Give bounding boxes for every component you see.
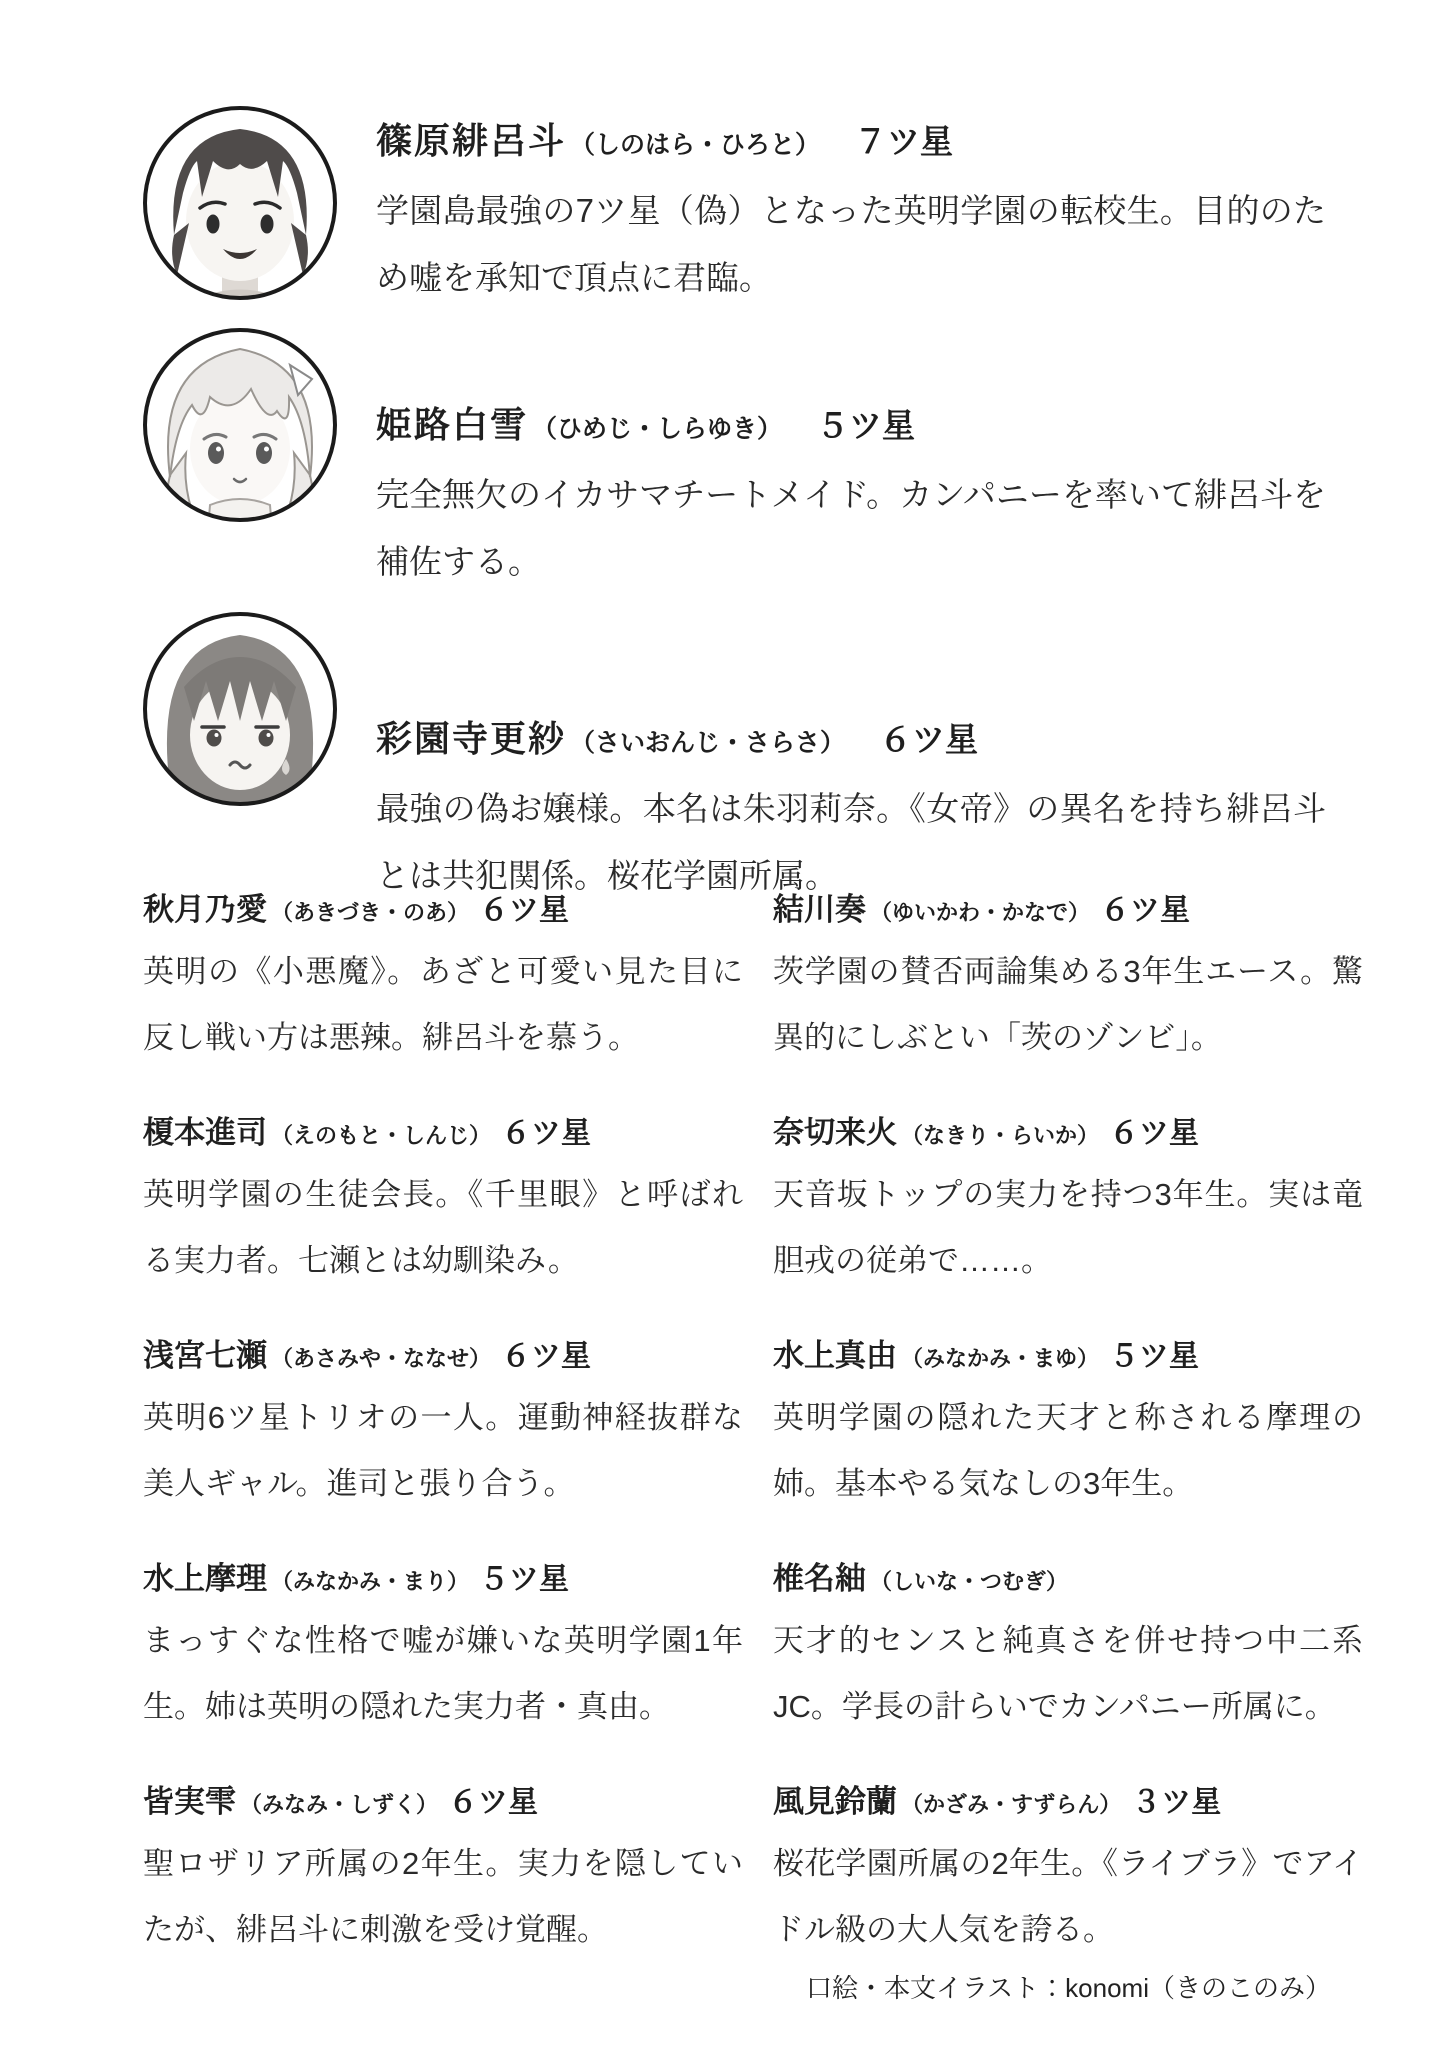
roster-entry-nakiri-raika (773, 1111, 1363, 1294)
character-name-reading: （ひめじ・しらゆき） (532, 415, 783, 443)
character-description: 英明学園の生徒会長。《千里眼》と呼ばれる実力者。七瀬とは幼馴染み。 (143, 1177, 743, 1278)
roster-entry-akizuki-noa (143, 888, 743, 1071)
featured-entry-text (376, 325, 1326, 595)
character-star-rank: ３ツ星 (1131, 1786, 1222, 1819)
roster-entry-minami-shizuku (143, 1780, 743, 1963)
character-name-line (773, 1780, 1363, 1827)
roster-entry-minakami-mayu (773, 1334, 1363, 1517)
character-star-rank: ６ツ星 (448, 1786, 539, 1819)
character-description: まっすぐな性格で嘘が嫌いな英明学園1年生。姉は英明の隠れた実力者・真由。 (143, 1623, 743, 1724)
character-name-reading: （ゆいかわ・かなで） (870, 900, 1091, 925)
character-description: 聖ロザリア所属の2年生。実力を隠していたが、緋呂斗に刺激を受け覚醒。 (143, 1846, 743, 1947)
character-star-rank: ６ツ星 (479, 894, 570, 927)
roster-entry-asamiya-nanase (143, 1334, 743, 1517)
featured-entry-text (376, 103, 1326, 311)
character-star-rank: ６ツ星 (501, 1117, 592, 1150)
featured-entry-himeji-shirayuki (140, 325, 1330, 595)
roster-left-column (143, 888, 743, 2003)
manga-face-dark-haired-boy-icon (140, 103, 340, 303)
character-star-rank: ６ツ星 (879, 721, 979, 758)
character-description: 英明学園の隠れた天才と称される摩理の姉。基本やる気なしの3年生。 (773, 1400, 1363, 1501)
character-description: 英明6ツ星トリオの一人。運動神経抜群な美人ギャル。進司と張り合う。 (143, 1400, 743, 1501)
featured-entry-shinohara-hiroto (140, 103, 1330, 311)
character-name: 篠原緋呂斗 (376, 120, 567, 161)
character-star-rank: ７ツ星 (854, 123, 954, 160)
character-star-rank: ５ツ星 (1109, 1340, 1200, 1373)
featured-entry-saionji-sarasa (140, 609, 1330, 909)
character-name-line (143, 1111, 743, 1158)
portrait-himeji-shirayuki (140, 325, 340, 525)
character-name: 水上摩理 (143, 1561, 267, 1596)
character-star-rank: ６ツ星 (501, 1340, 592, 1373)
character-name-line (773, 1557, 1363, 1604)
character-star-rank: ６ツ星 (1109, 1117, 1200, 1150)
character-name-reading: （あさみや・ななせ） (271, 1346, 492, 1371)
character-name: 彩園寺更紗 (376, 718, 567, 759)
character-name-reading: （みなかみ・まゆ） (901, 1346, 1100, 1371)
character-name: 秋月乃愛 (143, 892, 267, 927)
character-name-line (376, 119, 1326, 167)
character-name-reading: （なきり・らいか） (901, 1123, 1100, 1148)
character-description: 茨学園の賛否両論集める3年生エース。驚異的にしぶとい「茨のゾンビ」。 (773, 954, 1363, 1055)
featured-characters-section (140, 103, 1330, 923)
roster-entry-yuikawa-kanade (773, 888, 1363, 1071)
character-name-line (773, 888, 1363, 935)
manga-face-blunt-bangs-girl-icon (140, 609, 340, 809)
character-description: 完全無欠のイカサマチートメイド。カンパニーを率いて緋呂斗を補佐する。 (376, 476, 1326, 580)
illustrator-credit: 口絵・本文イラスト：konomi（きのこのみ） (805, 1973, 1331, 2003)
manga-face-light-haired-girl-icon (140, 325, 340, 525)
character-star-rank: ５ツ星 (816, 407, 916, 444)
featured-entry-text (376, 609, 1326, 909)
character-name-reading: （さいおんじ・さらさ） (570, 729, 846, 757)
character-description: 英明の《小悪魔》。あざと可愛い見た目に反し戦い方は悪辣。緋呂斗を慕う。 (143, 954, 743, 1055)
character-name-line (143, 888, 743, 935)
character-name: 風見鈴蘭 (773, 1784, 897, 1819)
roster-entry-minakami-mari (143, 1557, 743, 1740)
character-name-reading: （みなかみ・まり） (271, 1569, 470, 1594)
character-description: 桜花学園所属の2年生。《ライブラ》でアイドル級の大人気を誇る。 (773, 1846, 1363, 1947)
character-name-reading: （みなみ・しずく） (240, 1792, 439, 1817)
character-name-line (143, 1557, 743, 1604)
character-name-line (773, 1111, 1363, 1158)
character-name-reading: （えのもと・しんじ） (271, 1123, 492, 1148)
character-name-reading: （しのはら・ひろと） (570, 131, 821, 159)
character-name: 姫路白雪 (376, 404, 529, 445)
character-name-line (143, 1334, 743, 1381)
character-description: 天音坂トップの実力を持つ3年生。実は竜胆戎の従弟で……。 (773, 1177, 1363, 1278)
character-name: 皆実雫 (143, 1784, 236, 1819)
character-description: 天才的センスと純真さを併せ持つ中二系JC。学長の計らいでカンパニー所属に。 (773, 1623, 1363, 1724)
portrait-shinohara-hiroto (140, 103, 340, 303)
character-star-rank: ６ツ星 (1100, 894, 1191, 927)
character-name-reading: （あきづき・のあ） (271, 900, 470, 925)
character-name: 浅宮七瀬 (143, 1338, 267, 1373)
character-name-line (773, 1334, 1363, 1381)
roster-entry-shiina-tsumugi (773, 1557, 1363, 1740)
character-name-reading: （かざみ・すずらん） (901, 1792, 1122, 1817)
portrait-saionji-sarasa (140, 609, 340, 809)
character-name-line (376, 403, 1326, 451)
character-name: 水上真由 (773, 1338, 897, 1373)
character-description: 学園島最強の7ツ星（偽）となった英明学園の転校生。目的のため嘘を承知で頂点に君臨。 (376, 192, 1326, 296)
character-name: 奈切来火 (773, 1115, 897, 1150)
character-name-line (143, 1780, 743, 1827)
character-star-rank: ５ツ星 (479, 1563, 570, 1596)
character-name-reading: （しいな・つむぎ） (870, 1569, 1069, 1594)
character-name: 椎名紬 (773, 1561, 866, 1596)
character-name: 結川奏 (773, 892, 866, 927)
roster-right-column (773, 888, 1363, 2003)
character-description: 最強の偽お嬢様。本名は朱羽莉奈。《女帝》の異名を持ち緋呂斗とは共犯関係。桜花学園所属。 (376, 790, 1327, 894)
character-name: 榎本進司 (143, 1115, 267, 1150)
roster-entry-kazami-suzuran (773, 1780, 1363, 1963)
roster-entry-enomoto-shinji (143, 1111, 743, 1294)
character-roster-section (143, 888, 1363, 2003)
character-name-line (376, 717, 1326, 765)
